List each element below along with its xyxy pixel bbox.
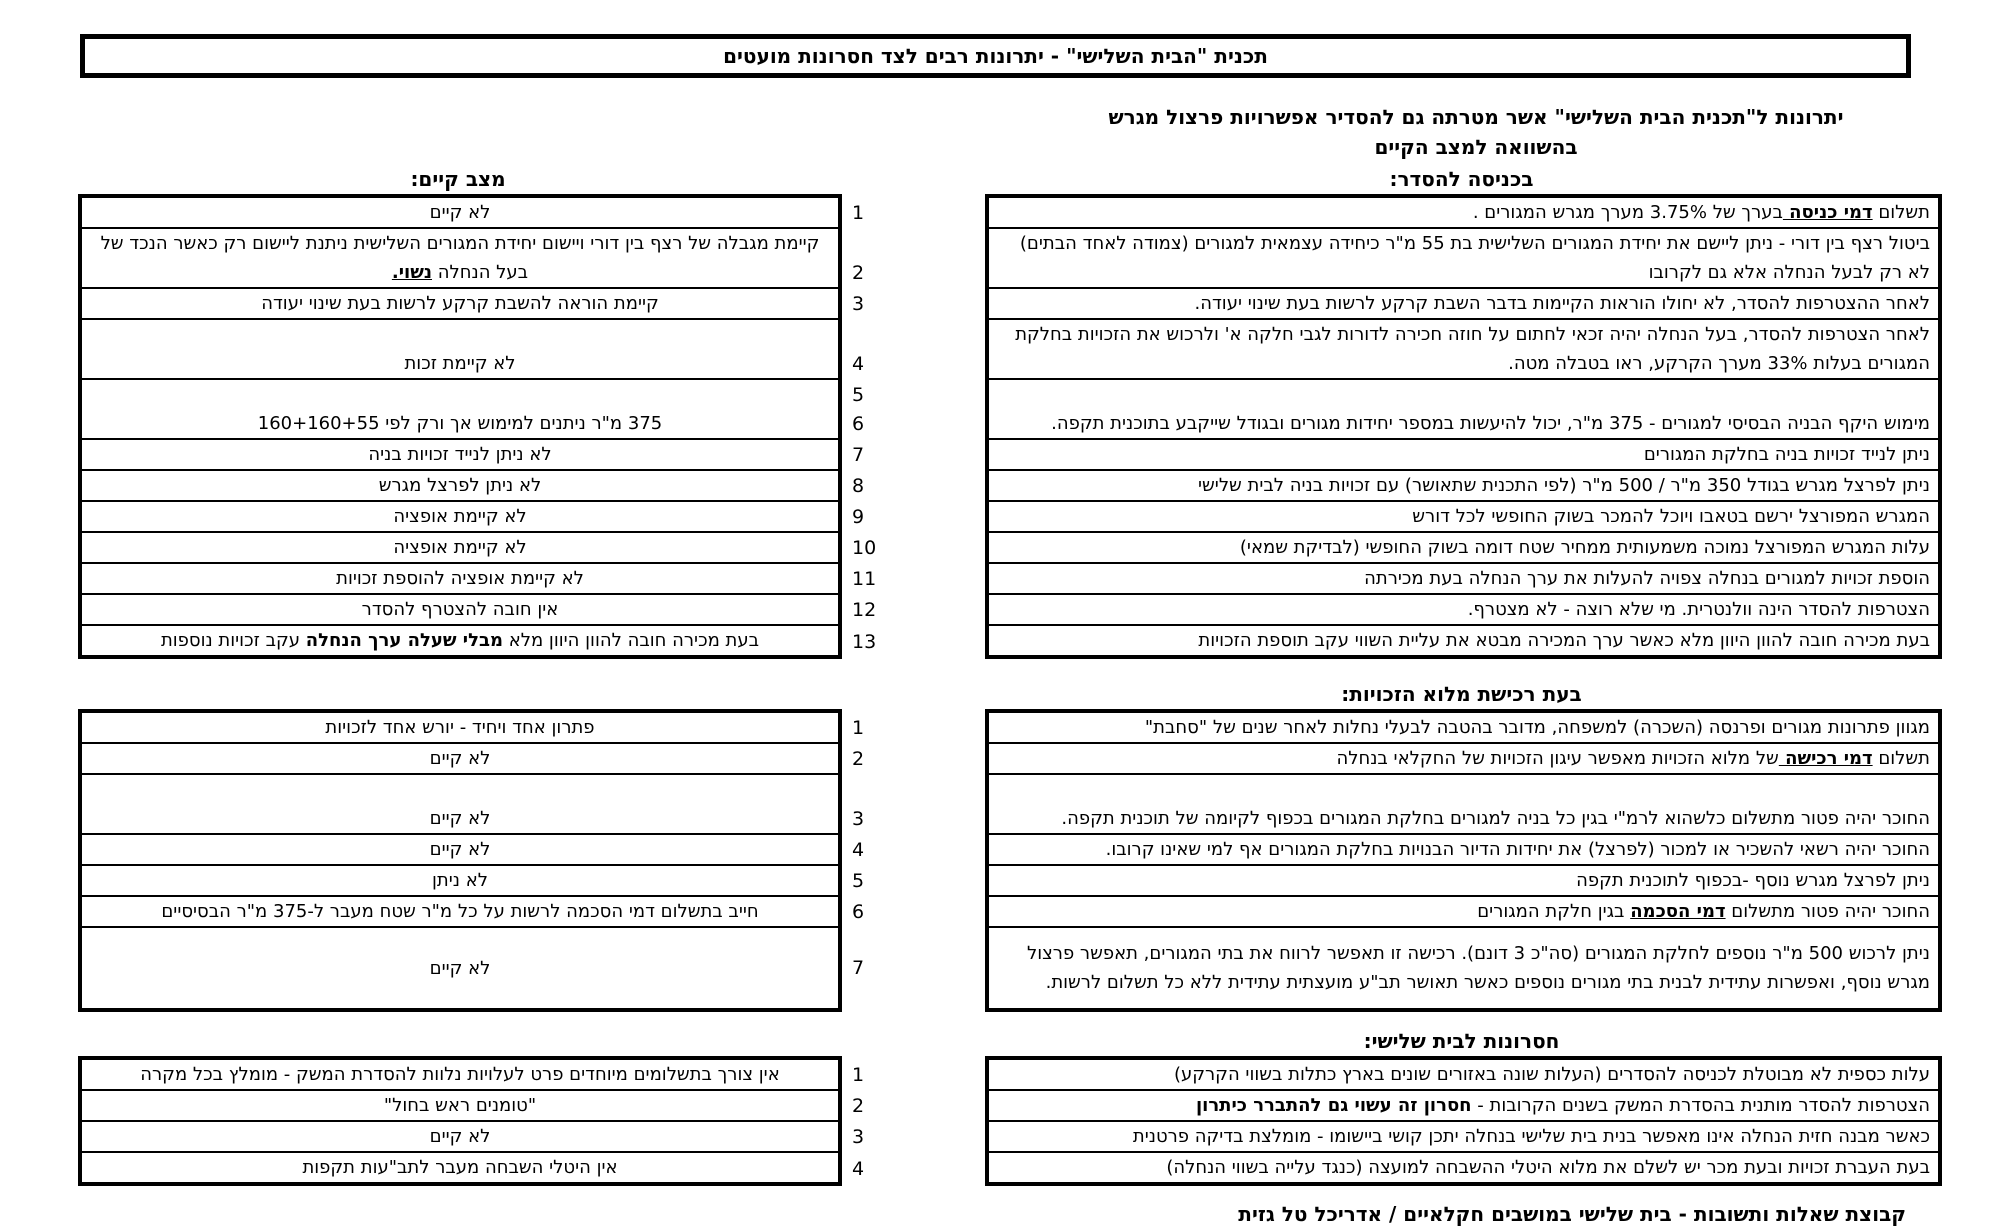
cell-text: הצטרפות להסדר הינה וולנטרית. מי שלא רוצה - לא מצטרף. bbox=[1467, 599, 1930, 620]
cell-text: עלות המגרש המפורצל נמוכה משמעותית ממחיר שטח דומה בשוק החופשי (לבדיקת שמאי) bbox=[1239, 537, 1930, 558]
table-row bbox=[80, 532, 1940, 563]
row-number: 1 bbox=[852, 717, 865, 739]
section2-right-header: בעת רכישת מלוא הזכויות: bbox=[1341, 682, 1582, 706]
existing-state-cell: קיימת מגבלה של רצף בין דורי ויישום יחידת המגורים השלישית ניתנת ליישום רק כאשר הנכד של בעל הנחלה נשוי. bbox=[80, 228, 840, 288]
cell-text: אין היטלי השבחה מעבר לתב"עות תקפות bbox=[302, 1157, 618, 1178]
page-title: תכנית "הבית השלישי" - יתרונות רבים לצד חסרונות מועטים bbox=[723, 44, 1268, 68]
table-row bbox=[80, 1058, 1940, 1090]
emphasized-text: דמי הסכמה bbox=[1630, 901, 1726, 922]
cell-text: בעת מכירה חובה להוון היוון מלא כאשר ערך המכירה מבטא את עליית השווי עקב תוספת הזכויות bbox=[1198, 630, 1930, 651]
cell-text: לא קיים bbox=[429, 748, 491, 769]
existing-state-cell bbox=[80, 594, 840, 625]
cell-text: לאחר הצטרפות להסדר, בעל הנחלה יהיה זכאי לחתום על חוזה חכירה לדורות לגבי חלקה א' ולרכוש את הזכויות בחלקת המגורים בעלות 33% מערך הקרקע, ראו בטבלה מטה. bbox=[1015, 324, 1930, 374]
disadvantage-cell bbox=[987, 1121, 1940, 1152]
advantage-cell bbox=[987, 834, 1940, 865]
table-row bbox=[80, 439, 1940, 470]
row-number: 4 bbox=[852, 839, 865, 861]
table-row bbox=[80, 774, 1940, 834]
table-row bbox=[80, 711, 1940, 743]
cell-text: לא קיימת אופציה bbox=[393, 506, 527, 527]
cell-text: מימוש היקף הבניה הבסיסי למגורים - 375 מ"ר, יכול להיעשות במספר יחידות מגורים ובגודל שייקבע בתוכנית תקפה. bbox=[1051, 413, 1930, 434]
table-row bbox=[80, 1152, 1940, 1184]
cell-text: לא קיים bbox=[429, 1126, 491, 1147]
cell-text: 375 מ"ר ניתנים למימוש אך ורק לפי 160+160+55 bbox=[257, 413, 663, 434]
cell-text: לא קיימת זכות bbox=[404, 353, 516, 374]
table-row bbox=[80, 563, 1940, 594]
document-subtitle bbox=[1036, 102, 1916, 162]
row-number: 8 bbox=[852, 475, 865, 497]
table-row bbox=[80, 228, 1940, 288]
cell-text: ניתן לפרצל מגרש נוסף -בכפוף לתוכנית תקפה bbox=[1576, 870, 1930, 891]
existing-state-cell: בעת מכירה חובה להוון היוון מלא מבלי שעלה ערך הנחלה עקב זכויות נוספות bbox=[80, 625, 840, 657]
cell-text: פתרון אחד ויחיד - יורש אחד לזכויות bbox=[325, 717, 595, 738]
row-number: 4 bbox=[852, 353, 865, 375]
existing-state-cell bbox=[80, 532, 840, 563]
advantage-cell bbox=[987, 594, 1940, 625]
existing-state-cell bbox=[80, 774, 840, 834]
advantage-cell bbox=[987, 319, 1940, 379]
section2-comparison-table bbox=[78, 709, 1942, 1012]
existing-state-cell bbox=[80, 439, 840, 470]
table-row bbox=[80, 927, 1940, 1010]
section2-headers bbox=[78, 679, 1938, 709]
table-row bbox=[80, 319, 1940, 379]
table-row bbox=[80, 196, 1940, 228]
table-row-merged-5-6 bbox=[80, 379, 1940, 439]
section3-comparison-table bbox=[78, 1056, 1942, 1186]
cell-text: קיימת הוראה להשבת קרקע לרשות בעת שינוי יעודה bbox=[261, 293, 659, 314]
cell-text: לא קיימת אופציה bbox=[393, 537, 527, 558]
existing-state-cell bbox=[80, 711, 840, 743]
cell-text: ביטול רצף בין דורי - ניתן ליישם את יחידת המגורים השלישית בת 55 מ"ר כיחידה עצמאית למגורים (צמודה לאחד הבתים) לא רק לבעל הנחלה אלא גם לקרובו bbox=[1019, 233, 1930, 283]
subtitle-line-2: בהשוואה למצב הקיים bbox=[1374, 135, 1578, 159]
cell-text: עלות כספית לא מבוטלת לכניסה להסדרים (העלות שונה באזורים שונים בארץ כתלות בשווי הקרקע) bbox=[1173, 1064, 1930, 1085]
row-number: 3 bbox=[852, 1126, 865, 1148]
table-row bbox=[80, 1090, 1940, 1121]
advantage-cell bbox=[987, 927, 1940, 1010]
cell-text: בעת העברת זכויות ובעת מכר יש לשלם את מלוא היטלי ההשבחה למועצה (כנגד עלייה בשווי הנחלה) bbox=[1166, 1157, 1930, 1178]
existing-state-cell bbox=[80, 1058, 840, 1090]
cell-text: לא קיים bbox=[429, 957, 491, 979]
advantage-cell: תשלום דמי רכישה של מלוא הזכויות מאפשר עיגון הזכויות של החקלאי בנחלה bbox=[987, 743, 1940, 774]
document-title-box bbox=[80, 34, 1911, 78]
cell-text: לא קיים bbox=[429, 202, 491, 223]
cell-text: החוכר יהיה פטור מתשלום כלשהוא לרמ"י בגין כל בניה למגורים בחלקת המגורים בכפוף לקיומה של תוכנית תקפה. bbox=[1061, 808, 1930, 829]
row-number: 11 bbox=[852, 568, 877, 590]
existing-state-cell bbox=[80, 1152, 840, 1184]
emphasized-text: חסרון זה עשוי גם להתברר כיתרון bbox=[1195, 1095, 1472, 1116]
existing-state-cell bbox=[80, 563, 840, 594]
section3-headers bbox=[78, 1026, 1938, 1056]
row-number: 3 bbox=[852, 293, 865, 315]
row-number: 2 bbox=[852, 1095, 865, 1117]
section1-comparison-table bbox=[78, 194, 1942, 659]
table-row bbox=[80, 501, 1940, 532]
row-number: 9 bbox=[852, 506, 865, 528]
row-number: 12 bbox=[852, 599, 877, 621]
emphasized-text: דמי רכישה bbox=[1778, 748, 1873, 769]
table-row bbox=[80, 625, 1940, 657]
row-number: 1 bbox=[852, 1064, 865, 1086]
row-number: 5 bbox=[852, 870, 865, 892]
cell-text: ניתן לרכוש 500 מ"ר נוספים לחלקת המגורים (סה"כ 3 דונם). רכישה זו תאפשר לרווח את בתי המגורים, תאפשר פרצול מגרש נוסף, ואפשרות עתידית לבנית בתי מגורים נוספים כאשר תאושר תב"ע מועצתית עתידית ללא כל תשלום לרשות. bbox=[1026, 943, 1930, 993]
row-number: 7 bbox=[852, 957, 865, 979]
table-row bbox=[80, 1121, 1940, 1152]
advantage-cell bbox=[987, 711, 1940, 743]
row-number: 10 bbox=[852, 537, 877, 559]
cell-text: לא ניתן bbox=[432, 870, 488, 891]
table-row bbox=[80, 470, 1940, 501]
existing-state-cell bbox=[80, 834, 840, 865]
cell-text: לא קיים bbox=[429, 839, 491, 860]
table-row bbox=[80, 743, 1940, 774]
table-row bbox=[80, 896, 1940, 927]
row-number: 4 bbox=[852, 1158, 865, 1180]
cell-text: אין צורך בתשלומים מיוחדים פרט לעלויות נלוות להסדרת המשק - מומלץ בכל מקרה bbox=[140, 1064, 780, 1085]
existing-state-cell bbox=[80, 1090, 840, 1121]
header-gap bbox=[838, 164, 985, 194]
disadvantage-cell bbox=[987, 1152, 1940, 1184]
section1-headers bbox=[78, 164, 1938, 194]
advantage-cell bbox=[987, 563, 1940, 594]
cell-text: חייב בתשלום דמי הסכמה לרשות על כל מ"ר שטח מעבר ל-375 מ"ר הבסיסיים bbox=[161, 901, 759, 922]
table-row bbox=[80, 865, 1940, 896]
existing-state-cell bbox=[80, 288, 840, 319]
advantage-cell bbox=[987, 288, 1940, 319]
cell-text: ניתן לפרצל מגרש בגודל 350 מ"ר / 500 מ"ר (לפי התכנית שתאושר) עם זכויות בניה לבית שלישי bbox=[1198, 475, 1930, 496]
cell-text: המגרש המפורצל ירשם בטאבו ויוכל להמכר בשוק החופשי לכל דורש bbox=[1412, 506, 1930, 527]
existing-state-cell bbox=[80, 379, 840, 439]
document-body bbox=[78, 164, 1938, 1186]
row-number: 5 6 bbox=[852, 384, 865, 435]
row-number: 7 bbox=[852, 444, 865, 466]
table-row bbox=[80, 834, 1940, 865]
cell-text: "טומנים ראש בחול" bbox=[383, 1095, 537, 1116]
cell-text: לאחר ההצטרפות להסדר, לא יחולו הוראות הקיימות בדבר השבת קרקע לרשות בעת שינוי יעודה. bbox=[1194, 293, 1930, 314]
advantage-cell bbox=[987, 532, 1940, 563]
cell-text: לא קיים bbox=[429, 808, 491, 829]
existing-state-cell bbox=[80, 196, 840, 228]
existing-state-cell bbox=[80, 1121, 840, 1152]
advantage-cell: תשלום דמי כניסה בערך של 3.75% מערך מגרש המגורים . bbox=[987, 196, 1940, 228]
cell-text: מגוון פתרונות מגורים ופרנסה (השכרה) למשפחה, מדובר בהטבה לבעלי נחלות לאחר שנים של "סחבת" bbox=[1144, 717, 1930, 738]
document-page bbox=[0, 34, 1991, 1230]
existing-state-cell bbox=[80, 743, 840, 774]
cell-text: ניתן לנייד זכויות בניה בחלקת המגורים bbox=[1643, 444, 1930, 465]
emphasized-text: מבלי שעלה ערך הנחלה bbox=[305, 630, 503, 651]
row-number: 2 bbox=[852, 262, 865, 284]
existing-state-cell bbox=[80, 865, 840, 896]
section3-right-header: חסרונות לבית שלישי: bbox=[1363, 1029, 1560, 1053]
section1-right-header: בכניסה להסדר: bbox=[1389, 167, 1534, 191]
footer-credit: קבוצת שאלות ותשובות - בית שלישי במושבים חקלאיים / אדריכל טל גזית bbox=[1238, 1202, 1906, 1226]
row-number: 1 bbox=[852, 202, 865, 224]
table-row bbox=[80, 594, 1940, 625]
advantage-cell bbox=[987, 439, 1940, 470]
disadvantage-cell: הצטרפות להסדר מותנית בהסדרת המשק בשנים הקרובות - חסרון זה עשוי גם להתברר כיתרון bbox=[987, 1090, 1940, 1121]
existing-state-cell bbox=[80, 470, 840, 501]
advantage-cell bbox=[987, 379, 1940, 439]
existing-state-cell bbox=[80, 501, 840, 532]
section1-left-header: מצב קיים: bbox=[410, 167, 506, 191]
emphasized-text: דמי כניסה bbox=[1782, 202, 1873, 223]
advantage-cell bbox=[987, 774, 1940, 834]
advantage-cell bbox=[987, 228, 1940, 288]
cell-text: כאשר מבנה חזית הנחלה אינו מאפשר בנית בית שלישי בנחלה יתכן קושי ביישומו - מומלצת בדיקה פרטנית bbox=[1132, 1126, 1930, 1147]
cell-text: לא קיימת אופציה להוספת זכויות bbox=[336, 568, 584, 589]
cell-text: הוספת זכויות למגורים בנחלה צפויה להעלות את ערך הנחלה בעת מכירתה bbox=[1364, 568, 1930, 589]
advantage-cell bbox=[987, 625, 1940, 657]
cell-text: לא ניתן לפרצל מגרש bbox=[378, 475, 542, 496]
existing-state-cell bbox=[80, 896, 840, 927]
advantage-cell bbox=[987, 501, 1940, 532]
existing-state-cell bbox=[80, 927, 840, 1010]
cell-text: החוכר יהיה רשאי להשכיר או למכור (לפרצל) את יחידות הדיור הבנויות בחלקת המגורים אף למי שאינו קרובו. bbox=[1105, 839, 1930, 860]
cell-text: אין חובה להצטרף להסדר bbox=[361, 599, 559, 620]
advantage-cell bbox=[987, 865, 1940, 896]
existing-state-cell bbox=[80, 319, 840, 379]
emphasized-text: נשוי. bbox=[391, 262, 433, 283]
row-number: 3 bbox=[852, 808, 865, 830]
disadvantage-cell bbox=[987, 1058, 1940, 1090]
row-number: 13 bbox=[852, 631, 877, 653]
row-number: 6 bbox=[852, 901, 865, 923]
subtitle-line-1: יתרונות ל"תכנית הבית השלישי" אשר מטרתה גם להסדיר אפשרויות פרצול מגרש bbox=[1108, 105, 1844, 129]
row-number: 2 bbox=[852, 748, 865, 770]
cell-text: לא ניתן לנייד זכויות בניה bbox=[368, 444, 552, 465]
table-row bbox=[80, 288, 1940, 319]
advantage-cell: החוכר יהיה פטור מתשלום דמי הסכמה בגין חלקת המגורים bbox=[987, 896, 1940, 927]
advantage-cell bbox=[987, 470, 1940, 501]
